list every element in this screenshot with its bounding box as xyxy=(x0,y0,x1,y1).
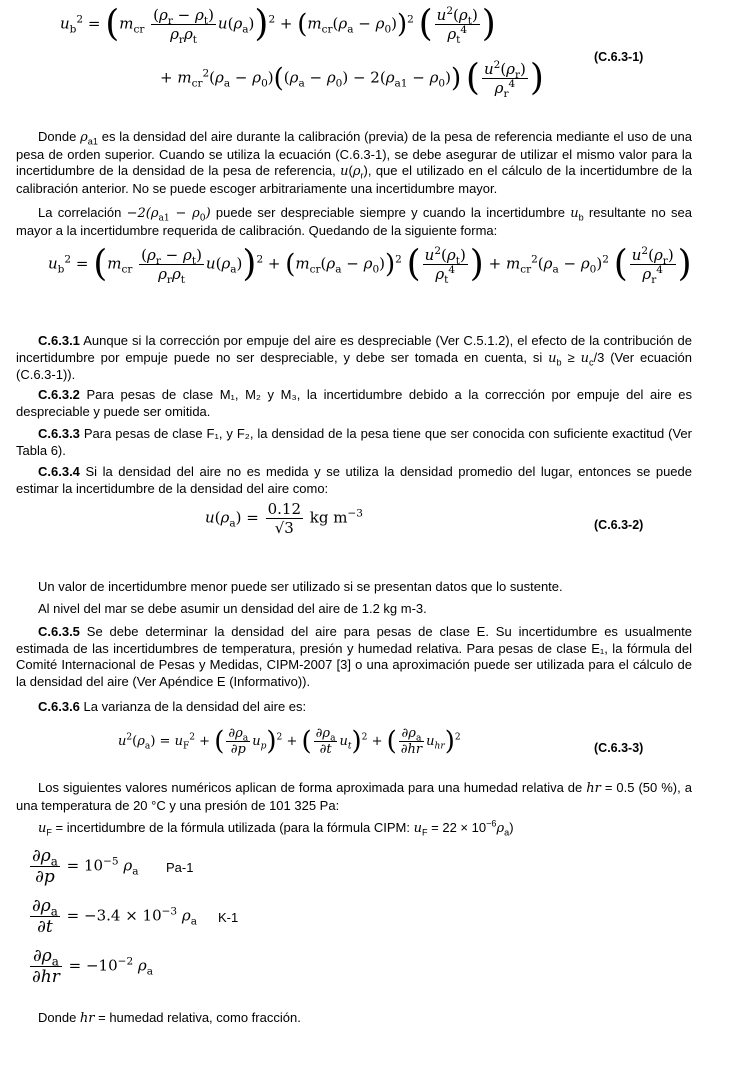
d-t-value: = −3.4 × 10 xyxy=(66,906,162,925)
uF-exp: −6 xyxy=(486,818,497,829)
p2-text-a: La correlación xyxy=(38,205,127,220)
paragraph-un-valor: Un valor de incertidumbre menor puede ser utilizado si se presentan datos que lo sustente. xyxy=(38,579,563,594)
eq2-numerator: 0.12 xyxy=(267,500,301,518)
unit-pa: Pa-1 xyxy=(166,860,194,875)
unit-k: K-1 xyxy=(218,910,239,925)
eq2-unit-exp: −3 xyxy=(347,507,363,520)
section-c633 xyxy=(16,426,692,459)
d-t-exp: −3 xyxy=(161,905,178,918)
equation-c632: $u(\rho_a)$ = $\frac{0.12}{√3}$ kg $m^{-3}$ xyxy=(205,500,363,537)
equation-c633: $u^2(\rho_a) = u_F^2$ + ( $\frac{\partial\rho_a}{\partial p}$ $u_p)^2$ + ( $\frac{\partial\rho_a}{\partial t}$ $u_t)^2$ + ( $\frac{\partial\rho_a}{\partial hr}$ $u_{hr})^2$ xyxy=(118,726,461,757)
derivative-humidity: $\frac{\partial\rho_a}{\partial hr}$ = $-10^{-2}$ $\rho_a$ xyxy=(32,946,154,987)
uF-text-end: ) xyxy=(509,820,514,835)
equation-label-c632: (C.6.3-2) xyxy=(594,518,644,532)
d-p-exp: −5 xyxy=(103,855,119,868)
uF-value: = 22 × 10 xyxy=(431,820,487,835)
c633-text: Para pesas de clase F₁, y F₂, la densidad de la pesa tiene que ser conocida con suficiente exactitud (Ver Tabla 6). xyxy=(16,426,692,458)
equation-label-c631: (C.6.3-1) xyxy=(594,50,644,64)
p2-text-b: puede ser despreciable siempre y cuando la incertidumbre xyxy=(210,205,571,220)
section-number-c631: C.6.3.1 xyxy=(38,333,80,348)
valores-text-a: Los siguientes valores numéricos aplican de forma aproximada para una humedad relativa de xyxy=(38,780,587,795)
section-number-c635: C.6.3.5 xyxy=(38,624,80,639)
derivative-pressure: $\frac{\partial\rho_a}{\partial p}$ = $10^{-5}$ $\rho_a$ xyxy=(32,846,139,887)
eq2-denominator: 3 xyxy=(284,519,294,537)
paragraph-valores: Los siguientes valores numéricos aplican de forma aproximada para una humedad relativa de hr = 0.5 (50 %), a una temperatura de 20 °C y una presión de 101 325 Pa: xyxy=(16,780,692,813)
c631-text-b: (Ver ecuación (C.6.3-1)). xyxy=(16,349,693,382)
paragraph-nivel-mar: Al nivel del mar se debe asumir un densidad del aire de 1.2 kg m-3. xyxy=(38,601,427,616)
section-c635 xyxy=(16,624,692,690)
c632-text: Para pesas de clase M₁, M₂ y M₃, la incertidumbre debido a la corrección por empuje del aire es despreciable y puede ser omitida. xyxy=(16,387,692,419)
p2-text-c: resultante no sea mayor a la incertidumbre requerida de calibración. Quedando de la siguiente forma: xyxy=(16,205,692,238)
p1-text-a: Donde xyxy=(38,129,81,144)
donde-hr-text-a: Donde xyxy=(38,1010,80,1025)
eq2-unit: kg m xyxy=(309,508,348,527)
uF-text: = incertidumbre de la fórmula utilizada (para la fórmula CIPM: xyxy=(51,820,414,835)
section-number-c634: C.6.3.4 xyxy=(38,464,80,479)
d-hr-exp: −2 xyxy=(117,955,134,968)
equation-c631-line2: + $m_{cr}^2(\rho_a - \rho_0)((\rho_a - \rho_0) - 2(\rho_{a1} - \rho_0))$ ( $\frac{u^2(\rho_r)}{\rho_r^4}$ ) xyxy=(160,57,544,100)
p1-text-c: , que el utilizado en el cálculo de la incertidumbre de la calibración anterior. No se puede escoger arbitrariamente una incertidumbre mayor. xyxy=(16,163,692,196)
c634-text: Si la densidad del aire no es medida y se utiliza la densidad promedio del lugar, entonces se puede estimar la incertidumbre de la densidad del aire como: xyxy=(16,464,692,496)
d-hr-value: = −10 xyxy=(68,956,118,975)
section-c631: C.6.3.1 Aunque si la corrección por empuje del aire es despreciable (Ver C.5.1.2), el efecto de la contribución de incertidumbre por empuje puede no ser despreciable, y debe ser tomada en cuenta, si $u_b \ge u_c/3$ (Ver ecuación (C.6.3-1)). xyxy=(16,333,693,382)
c635-text: Se debe determinar la densidad del aire para pesas de clase E. Su incertidumbre es usualmente estimada de las incertidumbres de temperatura, presión y humedad relativa. Para pesas de clase E₁, la fórmula del Comité Internacional de Pesas y Medidas, CIPM-2007 [3] o una aproximación puede ser utilizada para el cálculo de la densidad del aire (Ver Apéndice E (Informativo)). xyxy=(16,624,692,689)
valores-text-b: , a una temperatura de 20 °C y una presión de 101 325 Pa: xyxy=(16,780,692,813)
section-c634 xyxy=(16,464,692,497)
equation-simplified: $u_b^2 = (m_{cr}$ $\frac{(\rho_r - \rho_t)}{\rho_r\rho_t}$ $u(\rho_a))^2 + (m_{cr}(\rho_a - \rho_0))^2$ ( $\frac{u^2(\rho_t)}{\rho_t^4}$ ) + $m_{cr}^2(\rho_a - \rho_0)^2$ ( $\frac{u^2(\rho_r)}{\rho_r^4}$ ) xyxy=(48,243,692,286)
section-number-c632: C.6.3.2 xyxy=(38,387,80,402)
c636-text: La varianza de la densidad del aire es: xyxy=(79,699,307,714)
section-number-c636: C.6.3.6 xyxy=(38,699,80,714)
section-c636 xyxy=(16,699,692,716)
p1-text-b: es la densidad del aire durante la calibración (previa) de la pesa de referencia mediante el uso de una pesa de orden superior. Cuando se utiliza la ecuación (C.6.3-1), se debe asegurar de utilizar el mismo valor para la incertidumbre de la densidad de la pesa de referencia, xyxy=(16,129,692,178)
paragraph-uF: $u_F$ = incertidumbre de la fórmula utilizada (para la fórmula CIPM: $u_F = 22 \times 10^{-6}\rho_a$) xyxy=(38,818,514,838)
section-c632 xyxy=(16,387,692,420)
d-p-value: = 10 xyxy=(66,856,104,875)
paragraph-correlacion: La correlación $-2(\rho_{a1} - \rho_0)$ puede ser despreciable siempre y cuando la incertidumbre $u_b$ resultante no sea mayor a la incertidumbre requerida de calibración. Quedando de la siguiente forma: xyxy=(16,205,692,238)
paragraph-donde-rho-a1: Donde $\rho_{a1}$ es la densidad del aire durante la calibración (previa) de la pesa de referencia mediante el uso de una pesa de orden superior. Cuando se utiliza la ecuación (C.6.3-1), se debe asegurar de utilizar el mismo valor para la incertidumbre de la densidad de la pesa de referencia, $u(\rho_r)$, que el utilizado en el cálculo de la incertidumbre de la calibración anterior. No se puede escoger arbitrariamente una incertidumbre mayor. xyxy=(16,129,692,196)
c631-text-a: Aunque si la corrección por empuje del aire es despreciable (Ver C.5.1.2), el efecto de la contribución de incertidumbre por empuje puede no ser despreciable, y debe ser tomada en cuenta, si xyxy=(16,333,692,365)
hr-value: = 0.5 (50 %) xyxy=(604,780,678,795)
equation-c631-line1: $u_b^2 = (m_{cr}$ $\frac{(\rho_r - \rho_t)}{\rho_r\rho_t}$ $u(\rho_a))^2 + (m_{cr}(\rho_a - \rho_0))^2$ ( $\frac{u^2(\rho_t)}{\rho_t^4}$ ) xyxy=(60,3,496,46)
derivative-temperature: $\frac{\partial\rho_a}{\partial t}$ = $-3.4 \times 10^{-3}$ $\rho_a$ xyxy=(32,896,197,937)
equation-label-c633: (C.6.3-3) xyxy=(594,741,644,755)
paragraph-donde-hr: Donde hr = humedad relativa, como fracción. xyxy=(38,1010,301,1026)
donde-hr-text-b: = humedad relativa, como fracción. xyxy=(94,1010,301,1025)
section-number-c633: C.6.3.3 xyxy=(38,426,80,441)
